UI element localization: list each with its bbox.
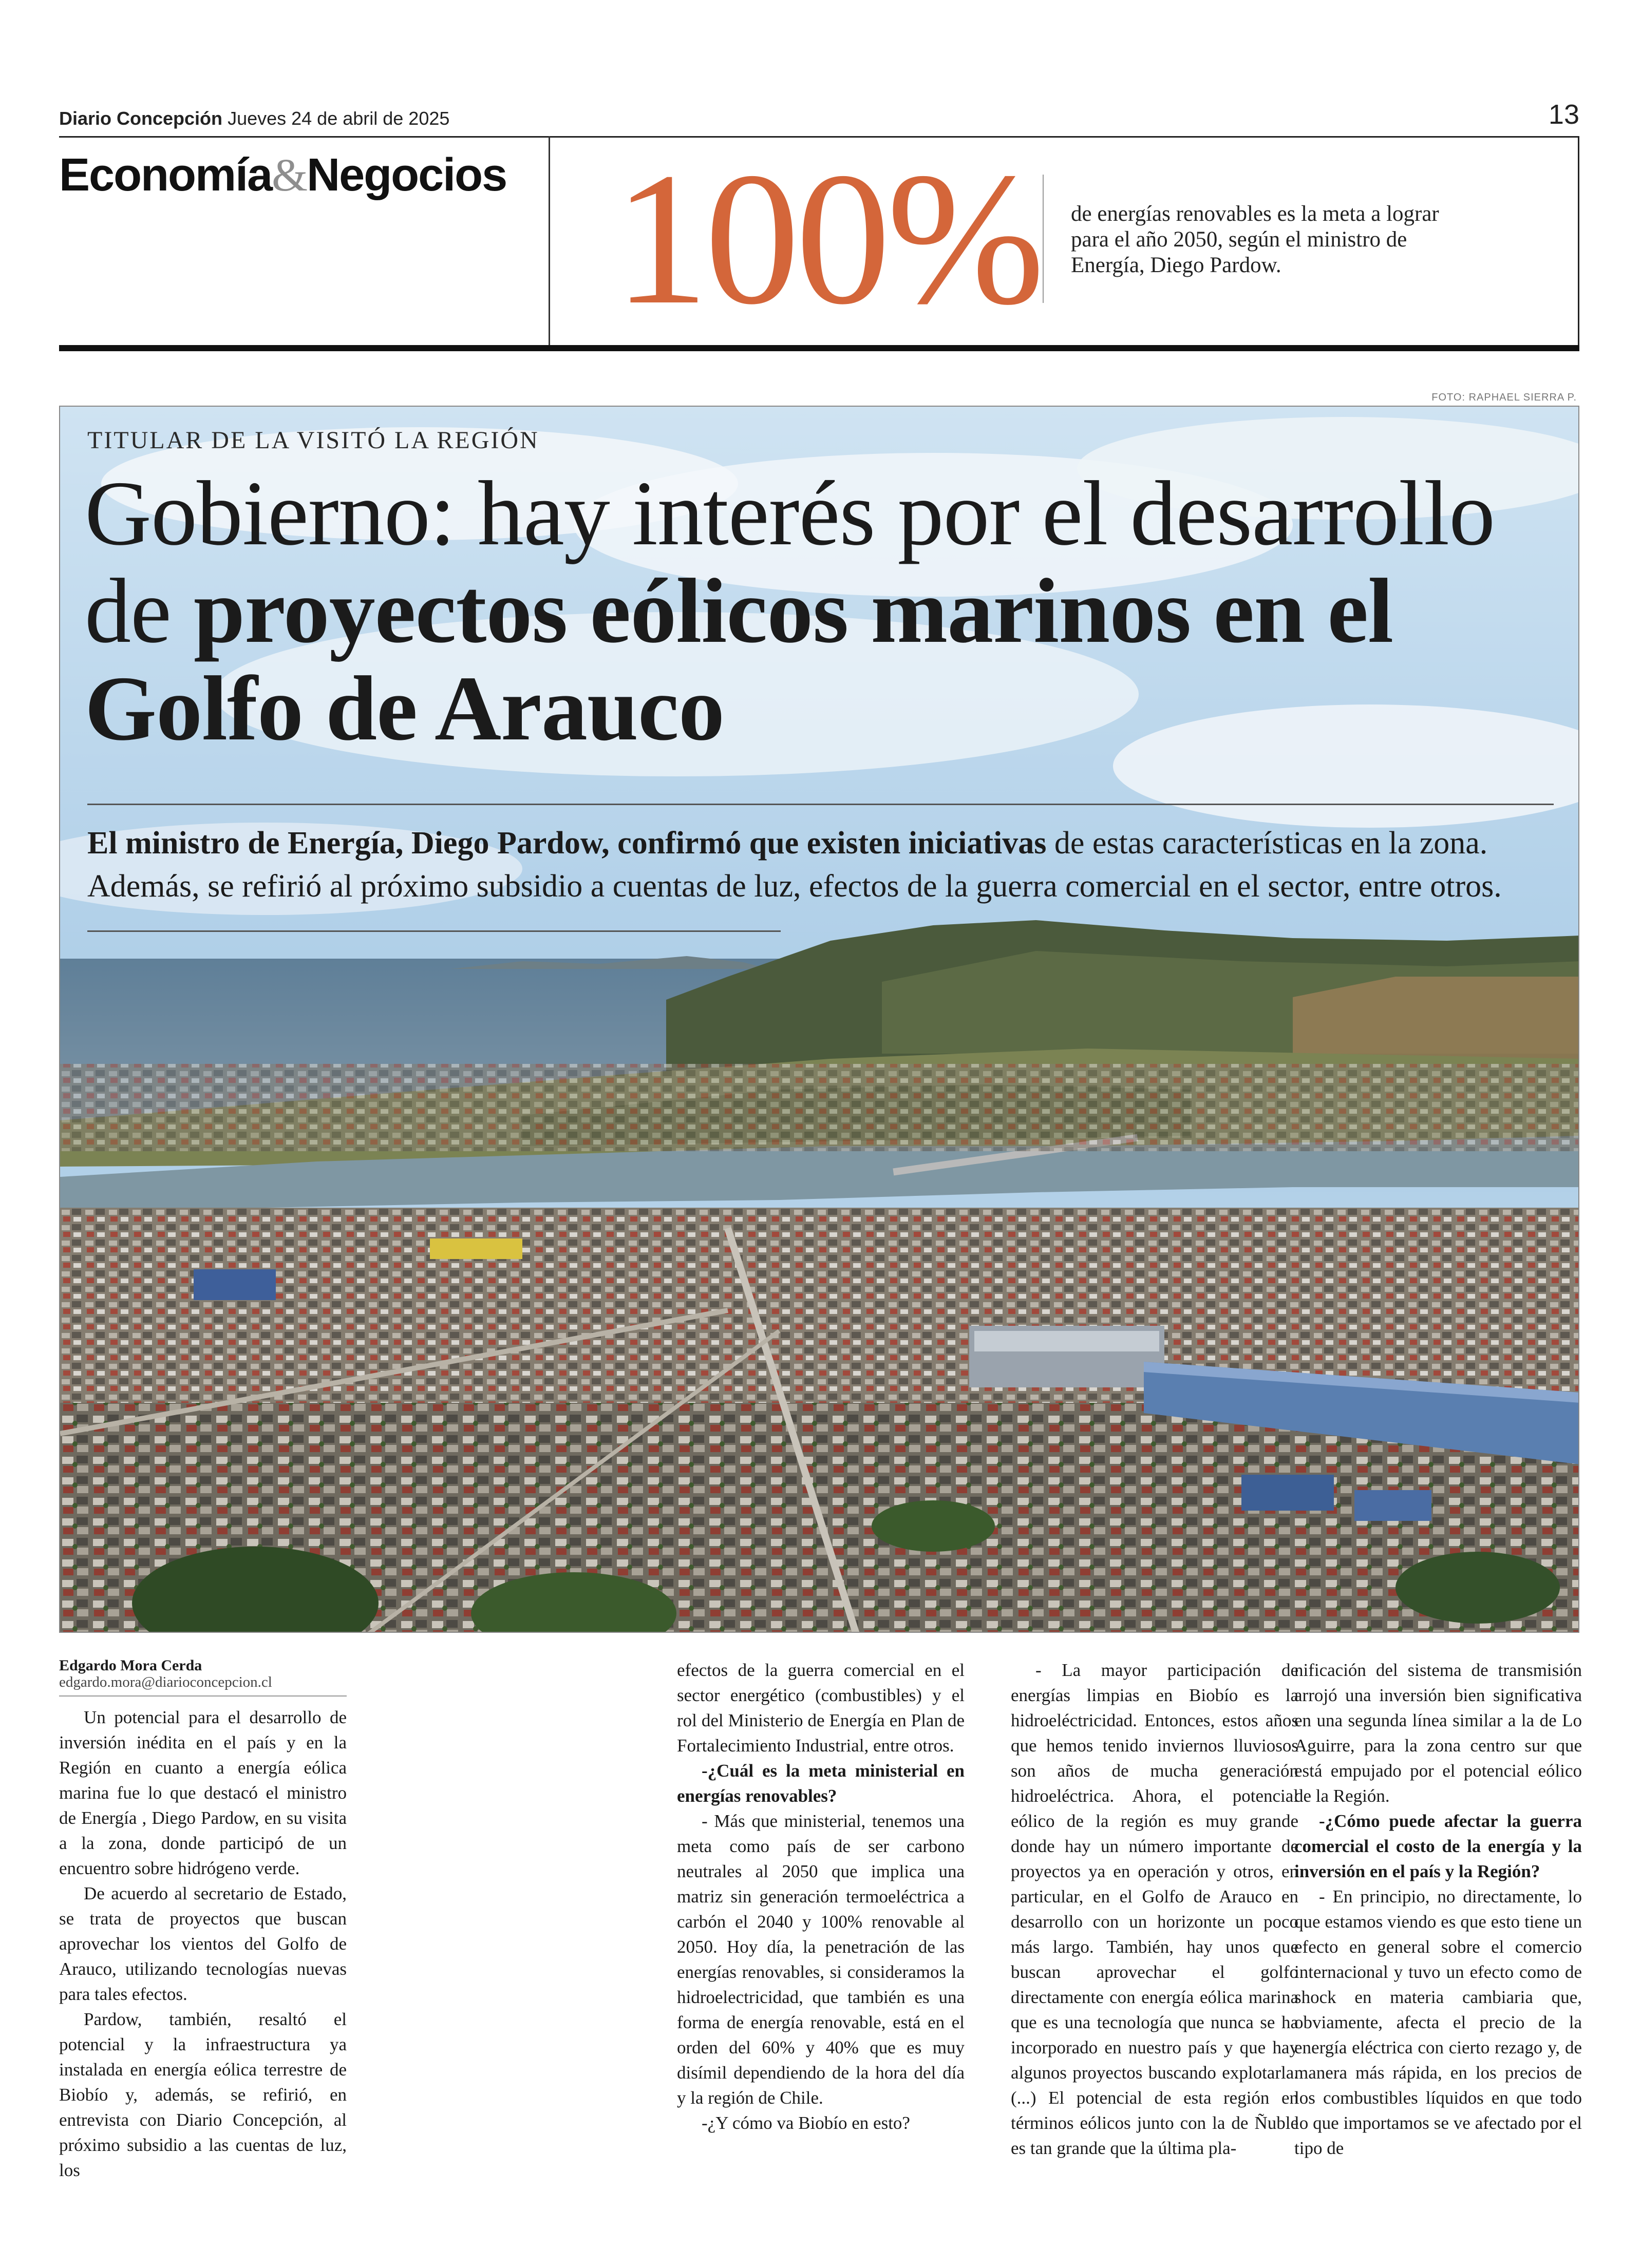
section-title-ampersand: &: [272, 150, 307, 201]
paper-name: Diario Concepción: [59, 108, 223, 129]
section-title-left: Economía: [59, 149, 272, 201]
deck-bold: El ministro de Energía, Diego Pardow, confirmó que existen iniciativas: [87, 826, 1047, 861]
header-bottom-rule: [59, 345, 1579, 351]
author-email: edgardo.mora@diarioconcepcion.cl: [59, 1674, 272, 1690]
author-name: Edgardo Mora Cerda: [59, 1657, 202, 1674]
headline-rule: [87, 804, 1554, 805]
interview-answer: - En principio, no directamente, lo que estamos viendo es que esto tiene un efecto en general sobre el comercio internacional y tuvo un efecto como de shock en materia cambiaria que, obviamente, afecta el precio de la energía eléctrica con cierto rezago y, de manera más rápida, en los precios de los combustibles líquidos en que todo lo que importamos se ve afectado por el tipo de: [1294, 1886, 1582, 2158]
photo-credit: FOTO: RAPHAEL SIERRA P.: [1431, 392, 1577, 403]
article-headline: [85, 462, 1523, 759]
highlight-stat-value: 100%: [614, 134, 1041, 344]
paragraph: Pardow, también, resaltó el potencial y la infraestructura ya instalada en energía eólica terrestre de Biobío y, además, se refirió, en entrevista con Diario Concepción, al próximo subsidio a las cuentas de luz, los: [59, 2009, 347, 2180]
paragraph: De acuerdo al secretario de Estado, se trata de proyectos que buscan aprovechar los vientos del Golfo de Arauco, utilizando tecnologías nuevas para tales efectos.: [59, 1883, 347, 2004]
dateline: [59, 108, 449, 129]
interview-question: -¿Cuál es la meta ministerial en energías renovables?: [677, 1761, 965, 1806]
article-kicker: TITULAR DE LA VISITÓ LA REGIÓN: [87, 427, 539, 454]
paragraph: efectos de la guerra comercial en el sector energético (combustibles) y el rol del Ministerio de Energía en Plan de Fortalecimiento Industrial, entre otros.: [677, 1660, 965, 1756]
body-column-2: [677, 1657, 965, 2136]
headline-part-1: Gobierno: hay interés por el desarrollo de: [85, 462, 1495, 662]
byline: [59, 1657, 347, 1690]
deck-rule: [87, 930, 781, 932]
issue-date: Jueves 24 de abril de 2025: [228, 108, 450, 129]
interview-answer: - La mayor participación de energías limpias en Biobío es la hidroeléctricidad. Entonces, estos años que hemos tenido inviernos lluviosos son años de mucha generación hidroeléctrica. Ahora, el potencial eólico de la región es muy grande donde hay un número importante de proyectos ya en operación y otros, en particular, en el Golfo de Arauco en desarrollo con un horizonte un poco más largo. También, hay unos que buscan aprovechar el golfo directamente con energía eólica marina que es una tecnología que nunca se ha incorporado en nuestro país y que hay algunos proyectos buscando explotarla.(...) El potencial de esta región en términos eólicos junto con la de Ñuble es tan grande que la última pla-: [1011, 1660, 1298, 2158]
headline-part-2: proyectos eólicos marinos en el Golfo de Arauco: [85, 560, 1393, 759]
body-column-1: [59, 1657, 347, 2183]
interview-answer: - Más que ministerial, tenemos una meta como país de ser carbono neutrales al 2050 que implica una matriz sin generación termoeléctrica a carbón el 2040 y 100% renovable al 2050. Hoy día, la penetración de las energías renovables, si consideramos la hidroelectricidad, que también es una forma de energía renovable, está en el orden del 60% y 40% que es muy disímil dependiendo de la hora del día y la región de Chile.: [677, 1811, 965, 2108]
paragraph: Un potencial para el desarrollo de inversión inédita en el país y en la Región en cuanto a energía eólica marina fue lo que destacó el ministro de Energía , Diego Pardow, en su visita a la zona, donde participó de un encuentro sobre hidrógeno verde.: [59, 1707, 347, 1878]
body-column-3: [1011, 1657, 1298, 2161]
section-title: [59, 149, 506, 202]
paragraph: nificación del sistema de transmisión arrojó una inversión bien significativa en una segunda línea similar a la de Lo Aguirre, para la zona centro sur que está empujado por el potencial eólico de la Región.: [1294, 1660, 1582, 1806]
section-title-right: Negocios: [307, 149, 507, 201]
deck-rest: de estas características en la zona. Además, se refirió al próximo subsidio a cuentas de luz, efectos de la guerra comercial en el sector, entre otros.: [87, 826, 1502, 904]
interview-question: -¿Cómo puede afectar la guerra comercial el costo de la energía y la inversión en el país y la Región?: [1294, 1811, 1582, 1881]
body-column-4: [1294, 1657, 1582, 2161]
article-deck: [87, 822, 1556, 908]
byline-rule: [59, 1695, 347, 1697]
highlight-stat-text: de energías renovables es la meta a lograr para el año 2050, según el ministro de Energía, Diego Pardow.: [1071, 202, 1439, 277]
stat-divider: [1043, 175, 1044, 303]
interview-question: -¿Y cómo va Biobío en esto?: [702, 2113, 910, 2133]
header-divider: [549, 136, 550, 347]
page-number: 13: [1548, 99, 1579, 130]
